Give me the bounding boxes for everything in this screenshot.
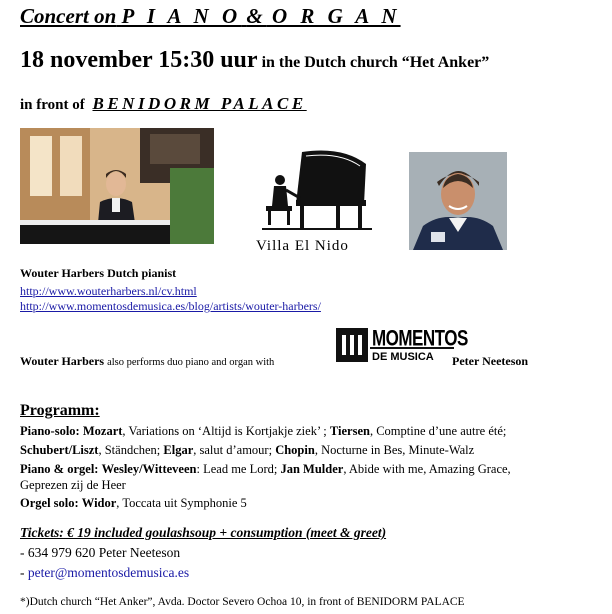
concert-venue: in the Dutch church “Het Anker” (261, 54, 490, 71)
program-heading: Programm: (20, 402, 100, 419)
cv-link[interactable]: http://www.wouterharbers.nl/cv.html (20, 284, 197, 298)
concert-title (20, 4, 401, 29)
logo-line2: DE MUSICA (372, 351, 434, 363)
composer-tiersen: Tiersen (329, 424, 370, 438)
piano-solo-label: Piano-solo: (20, 424, 80, 438)
elgar-piece: , salut d’amour; (193, 443, 273, 457)
program-line-1 (20, 424, 506, 439)
artist-line (20, 266, 176, 281)
composer-jan-mulder: Jan Mulder (280, 462, 344, 476)
widor-piece: , Toccata uit Symphonie 5 (116, 496, 247, 510)
cv-link-row (20, 284, 197, 299)
villa-name: Villa El Nido (256, 238, 349, 254)
momentos-logo (336, 325, 468, 365)
piano-orgel-label: Piano & orgel: (20, 462, 99, 476)
composer-chopin: Chopin (275, 443, 315, 457)
title-amp: & (246, 4, 267, 28)
email-dash: - (20, 565, 25, 580)
portrait-photo (409, 152, 507, 250)
composer-schubert-liszt: Schubert/Liszt (20, 443, 99, 457)
title-organ: O R G A N (271, 4, 401, 28)
duo-artist-name: Wouter Harbers (20, 354, 105, 368)
ticket-email-row (20, 565, 189, 581)
program-line-3 (20, 462, 511, 477)
program-line-5 (20, 496, 247, 511)
tickets-info: Tickets: € 19 included goulashsoup + consumption (meet & greet) (20, 525, 387, 540)
mulder-pieces: , Abide with me, Amazing Grace, (343, 462, 511, 476)
title-piano: P I A N O (121, 4, 242, 28)
ticket-phone: - 634 979 620 Peter Neeteson (20, 545, 181, 560)
concert-date: 18 november 15:30 uur (20, 47, 258, 73)
profile-link[interactable]: http://www.momentosdemusica.es/blog/artists/wouter-harbers/ (20, 299, 321, 313)
profile-link-row (20, 299, 321, 314)
artist-desc: Dutch pianist (107, 266, 177, 280)
pianist-photo (20, 128, 214, 244)
composer-wesley-witteveen: Wesley/Witteveen (101, 462, 197, 476)
mozart-piece: , Variations on ‘Altijd is Kortjakje ziek’ ; (122, 424, 327, 438)
composer-widor: Widor (81, 496, 117, 510)
orgel-solo-label: Orgel solo: (20, 496, 79, 510)
duo-line (20, 354, 274, 369)
composer-elgar: Elgar (163, 443, 194, 457)
logo-line1: MOMENTOS (372, 326, 468, 351)
schubert-piece: , Ständchen; (98, 443, 161, 457)
chopin-piece: , Nocturne in Bes, Minute-Walz (314, 443, 475, 457)
program-line-2 (20, 443, 474, 458)
footnote: *)Dutch church “Het Anker”, Avda. Doctor Severo Ochoa 10, in front of BENIDORM PALACE (20, 596, 465, 608)
composer-mozart: Mozart (82, 424, 123, 438)
duo-text: also performs duo piano and organ with (107, 357, 275, 368)
title-prefix: Concert on (20, 4, 117, 28)
tiersen-piece: , Comptine d’une autre été; (369, 424, 507, 438)
front-label: in front of (20, 97, 85, 113)
front-brand: BENIDORM PALACE (92, 94, 307, 113)
location-line (20, 94, 307, 114)
program-line-4: Geprezen zij de Heer (20, 478, 126, 492)
artist-name: Wouter Harbers (20, 266, 105, 280)
partner-name: Peter Neeteson (452, 354, 529, 368)
date-line (20, 47, 489, 74)
wesley-piece: : Lead me Lord; (196, 462, 278, 476)
ticket-email-link[interactable]: peter@momentosdemusica.es (27, 565, 190, 580)
